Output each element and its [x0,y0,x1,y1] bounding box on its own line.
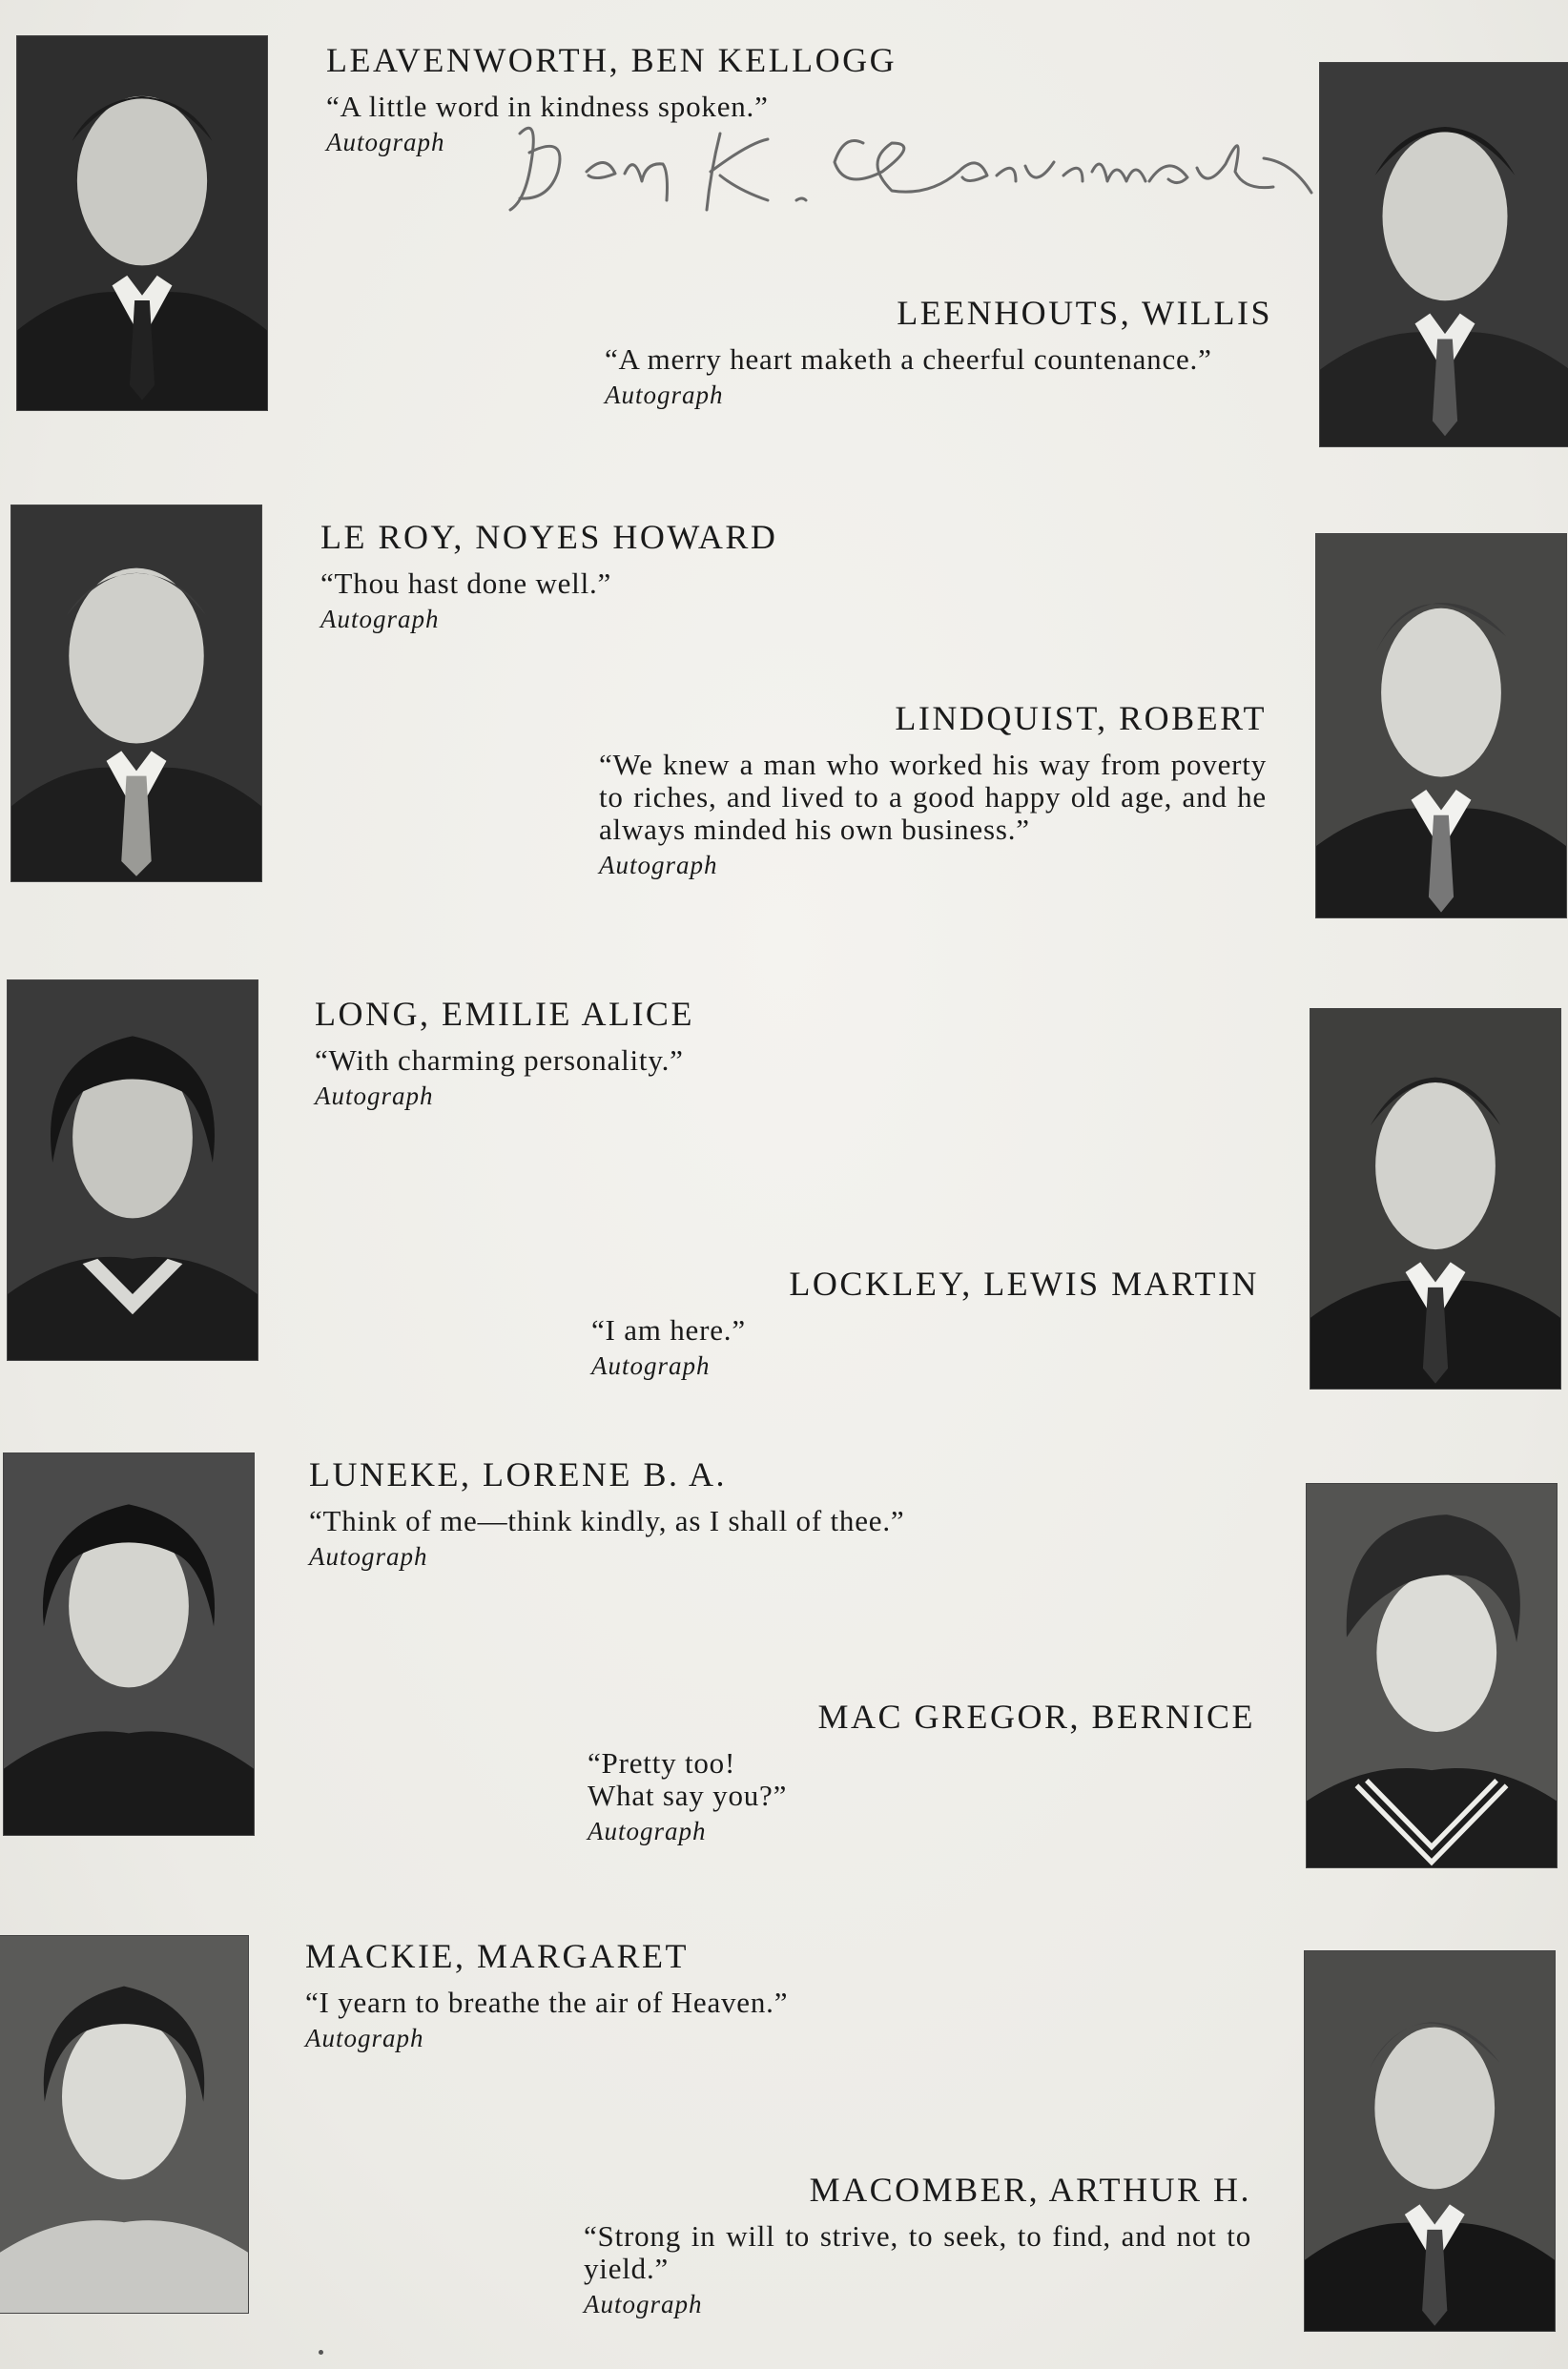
entry-mac-gregor [588,1700,1255,1846]
portrait-photo-long [8,980,258,1360]
student-name: LUNEKE, LORENE B. A. [309,1455,727,1494]
student-name: LE ROY, NOYES HOWARD [320,518,778,556]
student-quote: “With charming personality.” [315,1043,684,1077]
entry-long [315,997,694,1111]
portrait-photo-lindquist [1316,534,1566,917]
autograph-label: Autograph [315,1082,434,1110]
student-quote: “I yearn to breathe the air of Heaven.” [305,1986,789,2019]
student-quote-line-1: “Pretty too! [588,1746,736,1780]
portrait-photo-mac-gregor [1307,1484,1557,1867]
autograph-label: Autograph [591,1351,711,1380]
student-quote-line-2: What say you?” [588,1779,788,1812]
autograph-label: Autograph [599,851,718,879]
portrait-photo-lockley [1310,1009,1560,1389]
student-quote: “Thou hast done well.” [320,566,612,600]
autograph-label: Autograph [588,1817,707,1845]
student-name: MACOMBER, ARTHUR H. [809,2171,1251,2209]
entry-lockley [591,1267,1259,1381]
autograph-label: Autograph [309,1542,428,1571]
entry-mackie [305,1939,788,2053]
autograph-label: Autograph [584,2290,703,2318]
student-name: LONG, EMILIE ALICE [315,995,694,1033]
autograph-label: Autograph [305,2024,424,2052]
entry-lindquist [599,701,1267,880]
autograph-label: Autograph [605,381,724,409]
portrait-photo-leenhouts [1320,63,1568,446]
student-quote: “I am here.” [591,1313,746,1347]
student-quote: “We knew a man who worked his way from poverty to riches, and lived to a good happy old age, and he always minded his own business.” [599,748,1267,846]
student-name: MACKIE, MARGARET [305,1937,690,1975]
entry-macomber [584,2173,1251,2319]
entry-leenhouts [605,296,1272,410]
student-quote: “Think of me—think kindly, as I shall of thee.” [309,1504,905,1537]
entry-luneke [309,1457,977,1572]
student-name: LEAVENWORTH, BEN KELLOGG [326,41,897,79]
student-name: LEENHOUTS, WILLIS [897,294,1272,332]
student-name: LINDQUIST, ROBERT [895,699,1267,737]
portrait-photo-macomber [1305,1951,1555,2331]
portrait-photo-le-roy [11,505,261,881]
student-quote: “A little word in kindness spoken.” [326,90,769,123]
entry-leavenworth [326,43,897,157]
portrait-photo-leavenworth [17,36,267,410]
student-quote: “Strong in will to strive, to seek, to find, and not to yield.” [584,2219,1251,2285]
student-quote: “A merry heart maketh a cheerful countenance.” [605,342,1212,376]
autograph-label: Autograph [320,605,440,633]
portrait-photo-luneke [4,1453,254,1835]
entry-le-roy [320,520,777,634]
student-name: LOCKLEY, LEWIS MARTIN [789,1265,1259,1303]
print-speck [319,2350,323,2355]
autograph-label: Autograph [326,128,445,156]
portrait-photo-mackie [0,1936,248,2313]
student-name: MAC GREGOR, BERNICE [817,1698,1255,1736]
